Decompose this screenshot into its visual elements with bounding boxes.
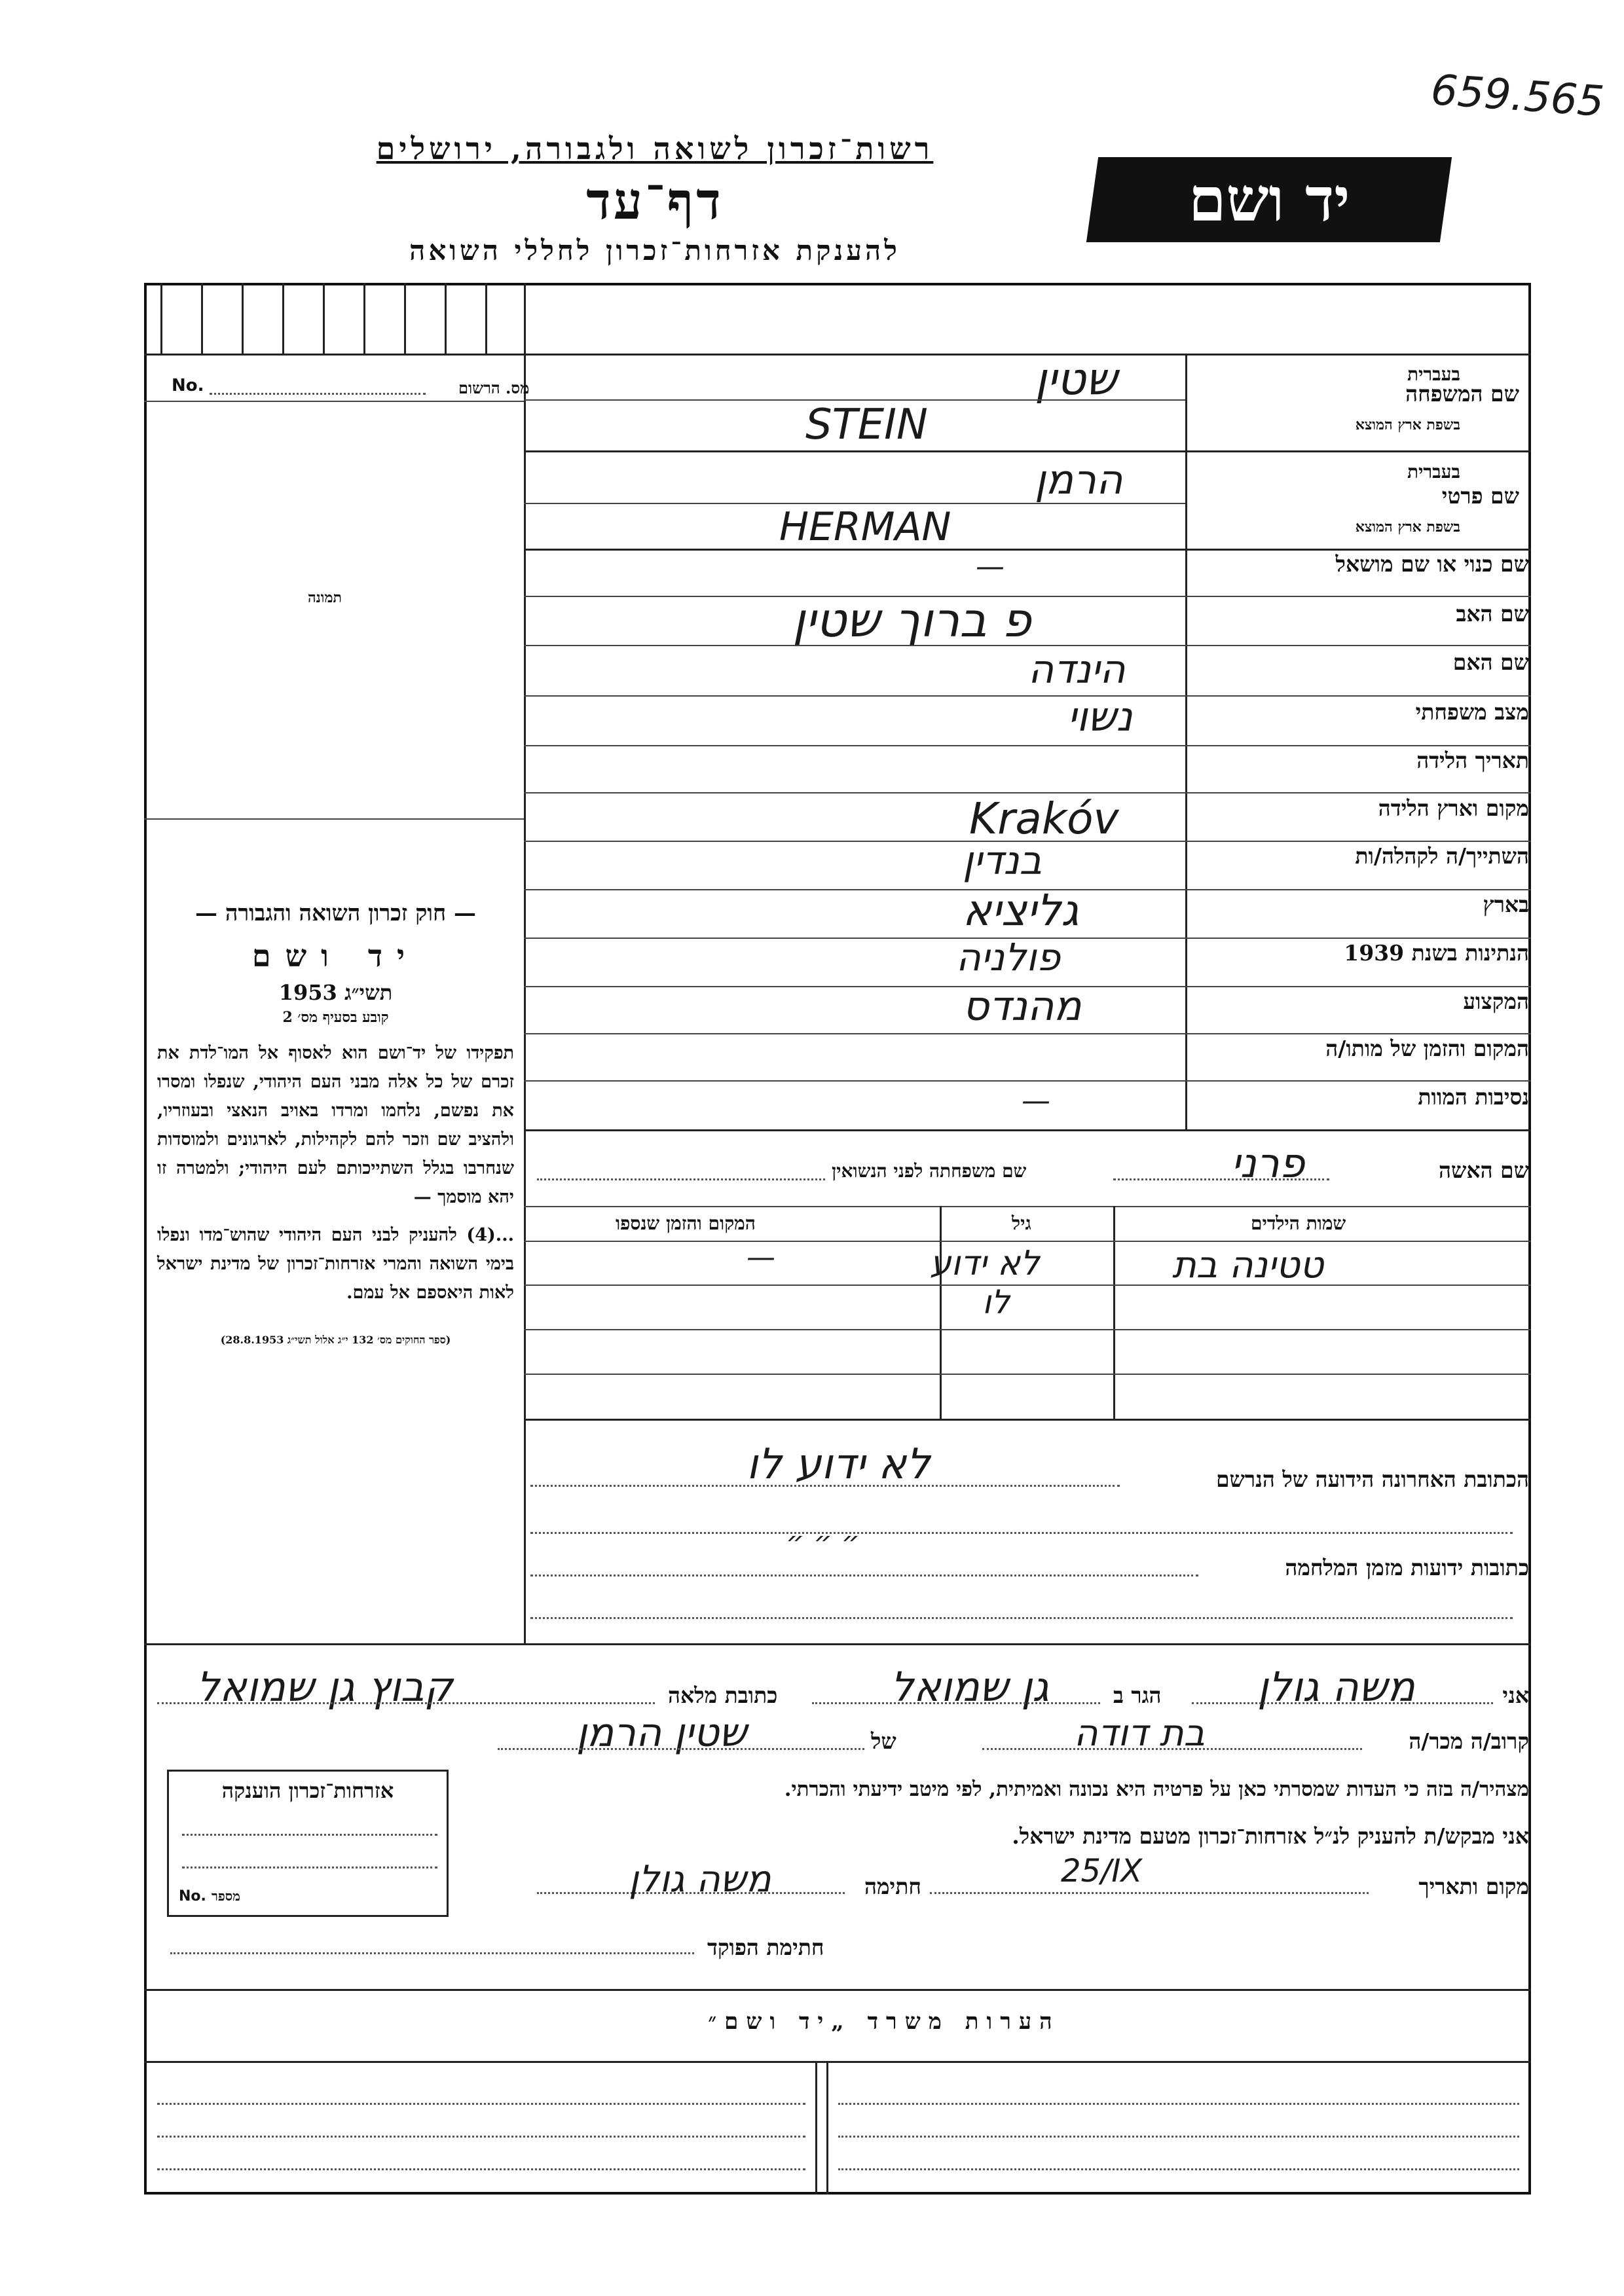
photo-label: תמונה (308, 589, 342, 606)
child-row-1-age[interactable]: לא ידוע (930, 1244, 1040, 1283)
place-date-value[interactable]: 25/IX (1061, 1853, 1143, 1889)
page-subtitle: להענקת אזרחות־זכרון לחללי השואה (409, 234, 900, 266)
spouse-value[interactable]: פרני (1231, 1139, 1305, 1187)
law-block (157, 900, 514, 1347)
marital-status-value[interactable]: נשוי (1067, 693, 1133, 740)
child-row-2-age[interactable]: לו (982, 1283, 1010, 1321)
law-body-2: ...(4) להעניק לבני העם היהודי שהוש־מדו ונפלו בימי השואה והמרי אזרחות־זכרון של מדינת ישראל לאות היאספם אל עמם. (157, 1225, 514, 1303)
row-line-6 (524, 745, 1531, 746)
office-notes-line-3[interactable] (157, 2168, 805, 2170)
certificate-box (167, 1770, 449, 1917)
relative-of-value[interactable]: שטין הרמן (576, 1710, 747, 1756)
law-name: יד ושם (251, 938, 420, 974)
declarant-resides-value[interactable]: גן שמואל (891, 1663, 1049, 1711)
family-name-hebrew-sub: בעברית (1407, 363, 1460, 385)
relative-of-label: של (871, 1728, 896, 1754)
office-notes-line-2[interactable] (157, 2136, 805, 2138)
birth-date-label: תאריך הלידה (1416, 748, 1529, 773)
registration-line (144, 401, 524, 402)
community-label: השתייך/ה לקהלה/ות (1355, 843, 1529, 869)
wartime-address-label: כתובות ידועות מזמן המלחמה (1285, 1555, 1529, 1580)
spouse-maiden-label: שם משפחתה לפני הנשואין (832, 1160, 1027, 1182)
archive-number: 659.565 (1429, 65, 1606, 127)
wartime-address-value[interactable]: ״ ״ ״ (786, 1525, 860, 1559)
death-circumstances-label: נסיבות המוות (1418, 1084, 1529, 1110)
family-name-hebrew-value[interactable]: שטין (1035, 354, 1118, 405)
children-names-header: שמות הילדים (1251, 1212, 1346, 1234)
death-place-time-label: המקום והזמן של מותו/ה (1325, 1036, 1529, 1061)
mother-label: שם האם (1452, 649, 1529, 675)
left-column-divider (524, 283, 526, 1643)
nickname-value[interactable]: — (976, 550, 1005, 583)
birth-place-label: מקום וארץ הלידה (1378, 795, 1529, 821)
marital-status-label: מצב משפחתי (1415, 699, 1529, 725)
request-text: אני מבקש/ת להעניק לנ״ל אזרחות־זכרון מטעם מדינת ישראל. (1012, 1823, 1529, 1849)
relative-field[interactable] (982, 1748, 1362, 1750)
signature-value[interactable]: משה גולן (629, 1858, 771, 1901)
spouse-maiden-field[interactable] (537, 1178, 825, 1180)
declarant-full-address-value[interactable]: קבוץ גן שמואל (196, 1663, 453, 1711)
country-label: בארץ (1483, 892, 1529, 917)
birth-place-value[interactable]: Krakóv (969, 793, 1119, 844)
officer-signature-label: חתימת הפוקד (707, 1935, 824, 1960)
declarant-i-label: אני (1502, 1683, 1529, 1708)
last-address-label: הכתובת האחרונה הידועה של הנרשם (1215, 1467, 1529, 1492)
family-name-label: שם המשפחה (1405, 381, 1519, 407)
first-name-origin-value[interactable]: HERMAN (779, 504, 951, 550)
row-line-13 (524, 1080, 1531, 1082)
children-row-line-3 (524, 1374, 1531, 1375)
registration-label: מס. הרשום (458, 378, 530, 397)
logo-text: יד ושם (1188, 164, 1350, 235)
father-value[interactable]: פ ברוך שטין (792, 592, 1031, 647)
profession-value[interactable]: מהנדס (963, 982, 1082, 1030)
photo-bottom-line (144, 818, 524, 820)
wartime-address-field[interactable] (530, 1575, 1198, 1576)
relative-of-field[interactable] (498, 1748, 864, 1750)
office-notes-title: הערות משרד „יד ושם״ (708, 2009, 1060, 2035)
declarant-resides-label: הגר ב (1113, 1683, 1162, 1708)
law-body-1: תפקידו של יד־ושם הוא לאסוף אל המו־לדת את זכרם של כל אלה מבני העם היהודי, שנפלו ומסרו את נפשם, נלחמו ומרדו באויב הנאצי ובעוזריו, ולהציב שם וזכר להם לקהילות, לארגונים ולמוסדות שנחרבו בגלל השתייכותם לעם היהודי; ולמטרה זו יהא מוסמך — (157, 1043, 514, 1207)
family-name-origin-value[interactable]: STEIN (805, 401, 928, 449)
declarant-i-value[interactable]: משה גולן (1257, 1663, 1415, 1711)
row-line-12 (524, 1033, 1531, 1034)
spouse-bottom-line (524, 1206, 1531, 1207)
officer-signature-field[interactable] (170, 1952, 694, 1954)
declaration-text: מצהיר/ה בזה כי העדות שמסרתי כאן על פרטיה היא נכונה ואמיתית, לפי מיטב ידיעתי והכרתי. (784, 1777, 1529, 1801)
profession-label: המקצוע (1463, 989, 1529, 1014)
row-line-5 (524, 695, 1531, 697)
place-date-field[interactable] (930, 1892, 1369, 1894)
office-notes-divider-1 (815, 2061, 817, 2195)
children-col-divider-1 (940, 1206, 942, 1419)
death-circumstances-value[interactable]: — (1022, 1084, 1050, 1118)
law-footnote: (ספר החוקים מס׳ 132 י״ג אלול תשי״ג 28.8.1953) (220, 1334, 451, 1346)
child-row-1-names[interactable]: טטינה בת (1172, 1244, 1324, 1286)
certificate-no-label: No. (179, 1888, 206, 1904)
relative-value[interactable]: בת דודה (1074, 1712, 1205, 1755)
first-name-hebrew-value[interactable]: הרמן (1035, 456, 1123, 503)
spouse-label: שם האשה (1439, 1157, 1529, 1183)
place-date-label: מקום ותאריך (1418, 1874, 1529, 1899)
label-column-divider (1185, 354, 1187, 1129)
last-address-value[interactable]: לא ידוע לו (747, 1440, 931, 1489)
row-line-4 (524, 645, 1531, 646)
declarant-full-address-label: כתובת מלאה (668, 1683, 778, 1708)
law-clause: קובע בסעיף מס׳ 2 (282, 1009, 389, 1026)
certificate-line-2[interactable] (182, 1867, 437, 1868)
law-year: תשי״ג 1953 (278, 980, 393, 1005)
declarant-resides-field[interactable] (812, 1702, 1100, 1704)
registration-no-label: No. (172, 376, 204, 395)
children-header-line (524, 1241, 1531, 1242)
citizenship-label: הנתינות בשנת 1939 (1344, 940, 1529, 966)
declarant-i-field[interactable] (1192, 1702, 1493, 1704)
law-title: — חוק זכרון השואה והגבורה — (195, 900, 476, 926)
page-title: דף־עד (586, 172, 724, 231)
registration-field[interactable] (210, 393, 426, 395)
father-label: שם האב (1456, 601, 1529, 627)
last-address-field-2[interactable] (530, 1532, 1513, 1534)
first-name-label: שם פרטי (1441, 483, 1519, 509)
authority-heading: רשות־זכרון לשואה ולגבורה, ירושלים (376, 131, 934, 166)
office-notes-line-4[interactable] (838, 2103, 1519, 2105)
wartime-address-field-2[interactable] (530, 1617, 1513, 1619)
child-row-1-place[interactable]: — (747, 1241, 775, 1274)
children-age-header: גיל (1012, 1212, 1031, 1234)
office-notes-line-1[interactable] (157, 2103, 805, 2105)
signature-label: חתימה (864, 1874, 921, 1899)
row-line-14 (524, 1129, 1531, 1131)
certificate-number-label: מספר (212, 1888, 240, 1904)
community-value[interactable]: בנדין (963, 838, 1043, 884)
family-name-origin-sub: בשפת ארץ המוצא (1355, 416, 1460, 433)
nickname-label: שם כנוי או שם מושאל (1335, 551, 1529, 577)
top-strip-line (144, 354, 1531, 355)
mother-value[interactable]: הינדה (1028, 647, 1126, 693)
citizenship-value[interactable]: פולניה (956, 935, 1061, 979)
row-line-1 (524, 450, 1531, 452)
country-value[interactable]: גליציא (963, 885, 1079, 936)
office-notes-divider-2 (826, 2061, 828, 2195)
relative-label: קרוב/ה מכר/ה (1409, 1728, 1529, 1754)
office-notes-line-6[interactable] (838, 2168, 1519, 2170)
office-notes-header-line (144, 2061, 1531, 2063)
children-col-divider-2 (1113, 1206, 1115, 1419)
children-row-line-2 (524, 1329, 1531, 1330)
office-notes-top-line (144, 1989, 1531, 1991)
declarant-full-address-field[interactable] (157, 1702, 655, 1704)
certificate-title: אזרחות־זכרון הוענקה (221, 1778, 394, 1803)
yad-vashem-logo (1086, 157, 1452, 242)
first-name-hebrew-sub: בעברית (1407, 461, 1460, 483)
children-row-line-1 (524, 1285, 1531, 1286)
addresses-bottom-line (144, 1643, 1531, 1645)
first-name-origin-sub: בשפת ארץ המוצא (1355, 519, 1460, 536)
row-line-2 (524, 549, 1531, 551)
office-notes-line-5[interactable] (838, 2136, 1519, 2138)
children-place-header: המקום והזמן שנספו (616, 1212, 756, 1234)
certificate-line-1[interactable] (182, 1834, 437, 1836)
children-bottom-line (524, 1419, 1531, 1421)
